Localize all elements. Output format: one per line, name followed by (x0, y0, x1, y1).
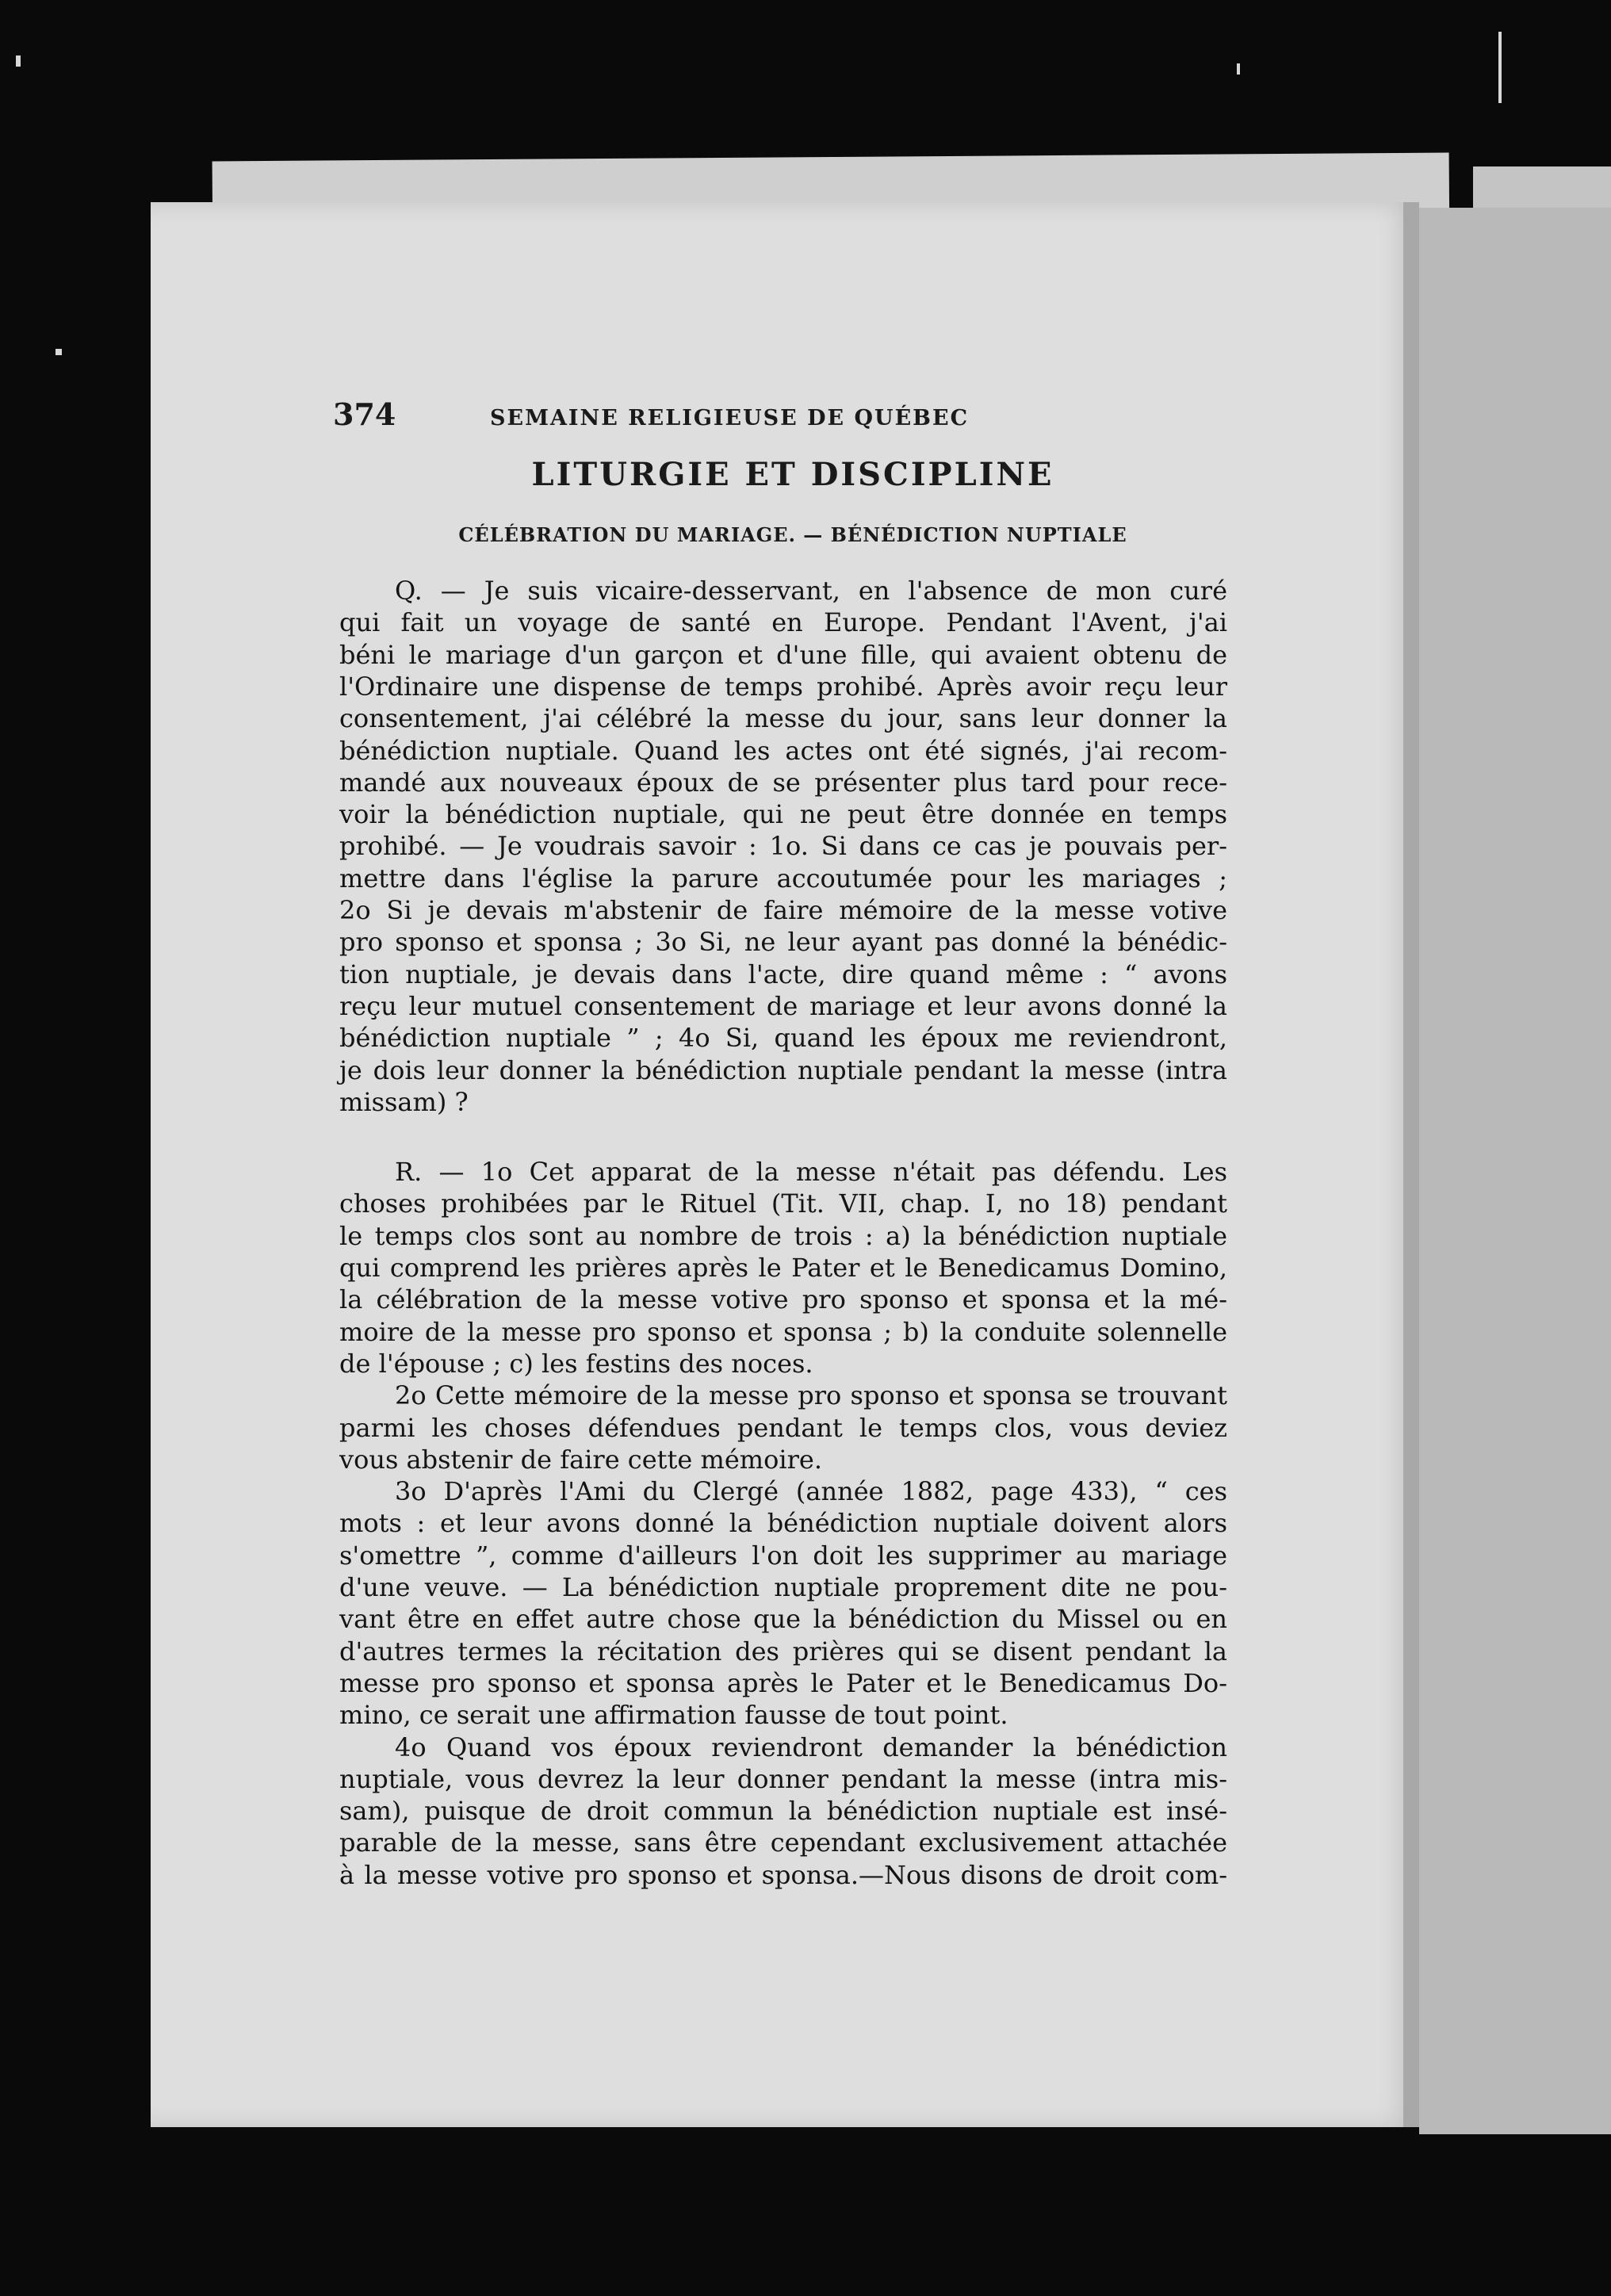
page-gutter-shadow (1403, 202, 1419, 2127)
running-head (333, 396, 1253, 432)
text-line: de l'épouse ; c) les festins des noces. (339, 1348, 813, 1379)
scan-speck (1237, 63, 1240, 75)
page-number: 374 (333, 396, 396, 432)
text-line: voir la bénédiction nuptiale, qui ne peut être donnée en temps (339, 799, 1227, 830)
text-line: bénédiction nuptiale. Quand les actes ont été signés, j'ai recom- (339, 735, 1227, 766)
text-line: 2o Si je devais m'abstenir de faire mémoire de la messe votive (339, 895, 1227, 925)
text-line: pro sponso et sponsa ; 3o Si, ne leur ayant pas donné la bénédic- (339, 927, 1227, 958)
text-line: nuptiale, vous devrez la leur donner pendant la messe (intra mis- (339, 1763, 1227, 1794)
text-line: qui comprend les prières après le Pater et le Benedicamus Domino, (339, 1253, 1227, 1283)
text-line: R. — 1o Cet apparat de la messe n'était pas défendu. Les (395, 1157, 1227, 1188)
text-line: je dois leur donner la bénédiction nuptiale pendant la messe (intra (339, 1054, 1227, 1085)
text-line: parable de la messe, sans être cependant exclusivement attachée (339, 1827, 1227, 1858)
text-line: béni le mariage d'un garçon et d'une fille, qui avaient obtenu de (339, 639, 1227, 670)
text-line: 3o D'après l'Ami du Clergé (année 1882, page 433), “ ces (395, 1476, 1227, 1507)
text-line: qui fait un voyage de santé en Europe. Pendant l'Avent, j'ai (339, 607, 1227, 638)
text-line: d'autres termes la récitation des prières qui se disent pendant la (339, 1636, 1227, 1667)
text-line: consentement, j'ai célébré la messe du jour, sans leur donner la (339, 703, 1227, 734)
text-line: d'une veuve. — La bénédiction nuptiale proprement dite ne pou- (339, 1572, 1227, 1602)
text-line: mandé aux nouveaux époux de se présenter plus tard pour rece- (339, 767, 1227, 798)
scan-speck (16, 55, 21, 67)
text-line: reçu leur mutuel consentement de mariage et leur avons donné la (339, 990, 1227, 1021)
text-line: missam) ? (339, 1086, 469, 1117)
text-line: vant être en effet autre chose que la bénédiction du Missel ou en (339, 1604, 1227, 1635)
text-line: mino, ce serait une affirmation fausse de tout point. (339, 1700, 1008, 1731)
section-title: LITURGIE ET DISCIPLINE (531, 456, 1054, 493)
text-line: choses prohibées par le Rituel (Tit. VII, chap. I, no 18) pendant (339, 1188, 1227, 1219)
section-subtitle: CÉLÉBRATION DU MARIAGE. — BÉNÉDICTION NUPTIALE (458, 523, 1127, 546)
text-line: s'omettre ”, comme d'ailleurs l'on doit les supprimer au mariage (339, 1540, 1227, 1571)
facing-page (1419, 208, 1611, 2134)
text-line: 2o Cette mémoire de la messe pro sponso et sponsa se trouvant (395, 1380, 1227, 1411)
text-line: tion nuptiale, je devais dans l'acte, dire quand même : “ avons (339, 959, 1227, 989)
text-line: prohibé. — Je voudrais savoir : 1o. Si dans ce cas je pouvais per- (339, 831, 1227, 862)
text-line: mettre dans l'église la parure accoutumée pour les mariages ; (339, 863, 1227, 894)
text-line: l'Ordinaire une dispense de temps prohibé. Après avoir reçu leur (339, 671, 1227, 702)
text-line: sam), puisque de droit commun la bénédiction nuptiale est insé- (339, 1796, 1227, 1827)
text-line: vous abstenir de faire cette mémoire. (339, 1444, 823, 1475)
text-line: messe pro sponso et sponsa après le Pater et le Benedicamus Do- (339, 1667, 1227, 1698)
text-line: à la messe votive pro sponso et sponsa.—Nous disons de droit com- (339, 1859, 1227, 1890)
text-line: le temps clos sont au nombre de trois : a) la bénédiction nuptiale (339, 1220, 1227, 1251)
text-line: parmi les choses défendues pendant le temps clos, vous deviez (339, 1412, 1227, 1443)
scan-speck (1498, 32, 1502, 103)
text-line: mots : et leur avons donné la bénédiction nuptiale doivent alors (339, 1508, 1227, 1539)
scan-speck (55, 349, 62, 355)
text-line: moire de la messe pro sponso et sponsa ; b) la conduite solennelle (339, 1316, 1227, 1347)
text-line: bénédiction nuptiale ” ; 4o Si, quand les époux me reviendront, (339, 1023, 1227, 1054)
text-line: 4o Quand vos époux reviendront demander la bénédiction (395, 1732, 1227, 1762)
text-line: la célébration de la messe votive pro sponso et sponsa et la mé- (339, 1284, 1227, 1315)
running-title: SEMAINE RELIGIEUSE DE QUÉBEC (490, 406, 970, 430)
text-line: Q. — Je suis vicaire-desservant, en l'absence de mon curé (395, 576, 1227, 606)
